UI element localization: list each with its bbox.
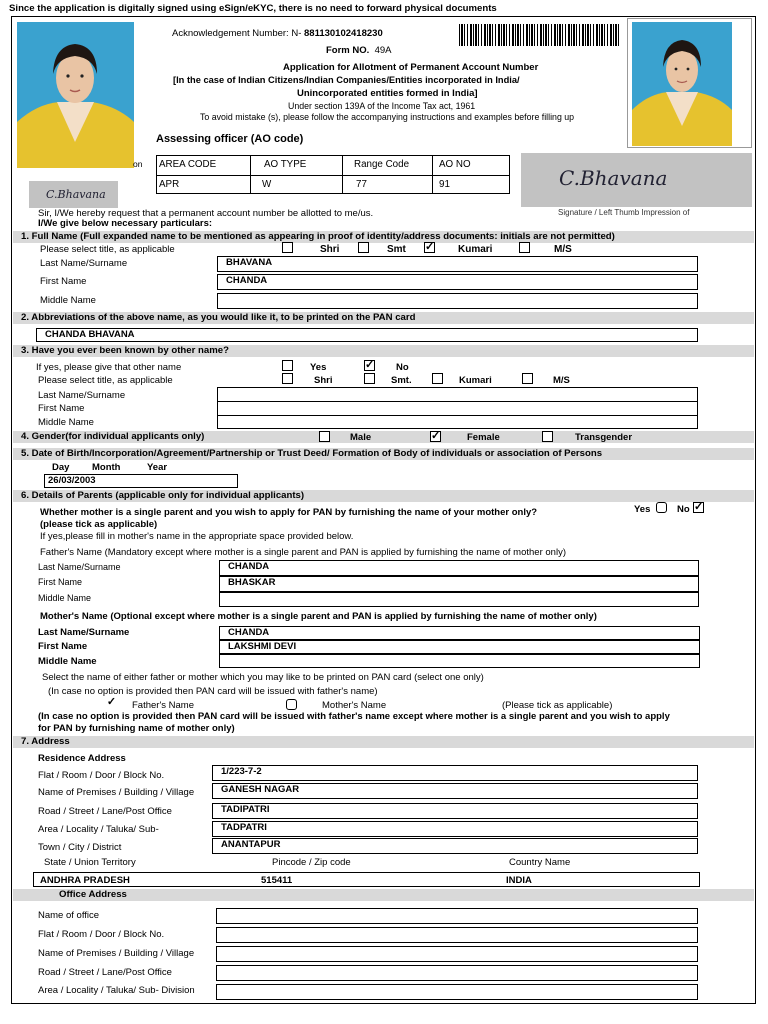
res-state-pin-country-row[interactable] (33, 872, 700, 887)
print-name-select: Select the name of either father or mother which you may like to be printed on PAN card (select one only) (42, 672, 484, 683)
single-parent-yes-label: Yes (634, 504, 651, 515)
form-no-row (326, 46, 391, 56)
signature-caption: Signature / Left Thumb Impression of (558, 208, 690, 217)
form-title: Application for Allotment of Permanent Account Number (283, 62, 539, 73)
form-no: 49A (374, 45, 392, 56)
form-title-line2: [In the case of Indian Citizens/Indian Companies/Entities incorporated in India/ (173, 75, 520, 85)
other-name-divider-1 (217, 401, 698, 402)
dob-year-label: Year (147, 462, 168, 473)
ao-col-area: AREA CODE (159, 159, 217, 170)
other-title-kumari: Kumari (459, 375, 492, 386)
ao-heading: Assessing officer (AO code) (156, 133, 304, 145)
other-yes-label: Yes (310, 362, 327, 373)
res-pin-label: Pincode / Zip code (272, 857, 351, 868)
checkbox-other-yes[interactable] (282, 360, 293, 371)
mother-heading: Mother's Name (Optional except where mother is a single parent and PAN is applied by furnishing the name of mother only) (40, 611, 597, 622)
other-name-divider-2 (217, 415, 698, 416)
checkbox-ms[interactable] (519, 242, 530, 253)
section-1-title: 1. Full Name (Full expanded name to be mentioned as appearing in proof of identity/address documents: initials are not permitted) (13, 231, 754, 243)
office-area-field[interactable] (216, 984, 698, 1000)
father-middle-label: Middle Name (38, 593, 92, 603)
office-premises-field[interactable] (216, 946, 698, 962)
ao-val-type: W (262, 179, 272, 190)
dob-month-label: Month (92, 462, 121, 473)
office-flat-label: Flat / Room / Door / Block No. (38, 929, 165, 940)
father-middle-field[interactable] (219, 592, 699, 607)
ao-col-2 (342, 155, 343, 194)
ack-label: Acknowledgement Number: N- (172, 28, 302, 39)
photo-frame (627, 18, 752, 148)
section-7-title: 7. Address (13, 736, 754, 748)
ao-val-area: APR (159, 179, 180, 190)
father-last-field[interactable]: CHANDA (219, 560, 699, 576)
signature-large: C.Bhavana (521, 153, 752, 207)
residence-heading: Residence Address (38, 753, 126, 764)
res-area-label: Area / Locality / Taluka/ Sub- (38, 824, 159, 835)
other-title-shri: Shri (314, 375, 333, 386)
res-country-label: Country Name (509, 857, 571, 868)
res-town-label: Town / City / District (38, 842, 122, 853)
father-name-option: Father's Name (132, 700, 195, 711)
tick-hint-2: (Please tick as applicable) (502, 700, 613, 711)
mother-middle-label: Middle Name (38, 656, 97, 667)
office-name-field[interactable] (216, 908, 698, 924)
mother-last-field[interactable]: CHANDA (219, 626, 700, 640)
section-3-title: 3. Have you ever been known by other name? (13, 345, 754, 357)
form-title-line4: Under section 139A of the Income Tax act, 1961 (288, 101, 476, 111)
applicant-photo-left (17, 22, 134, 168)
ao-divider (156, 175, 510, 176)
default-name-note-1: (In case no option is provided then PAN card will be issued with father's name except where mother is a single parent and you wish to apply (38, 711, 670, 722)
dob-day-label: Day (52, 462, 70, 473)
res-town-field[interactable]: ANANTAPUR (212, 838, 698, 854)
ao-val-range: 77 (356, 179, 367, 190)
tick-hint-1: (please tick as applicable) (40, 519, 158, 530)
res-premises-label: Name of Premises / Building / Village (38, 787, 195, 798)
checkbox-other-shri[interactable] (282, 373, 293, 384)
mother-first-field[interactable]: LAKSHMI DEVI (219, 640, 700, 654)
abbreviation-field[interactable]: CHANDA BHAVANA (36, 328, 698, 342)
gender-transgender: Transgender (575, 432, 633, 443)
dob-field[interactable]: 26/03/2003 (44, 474, 238, 488)
office-road-field[interactable] (216, 965, 698, 981)
checkbox-other-no[interactable]: ✓ (365, 359, 375, 371)
checkbox-transgender[interactable] (542, 431, 553, 442)
gender-male: Male (350, 432, 372, 443)
ao-col-range: Range Code (354, 159, 410, 170)
other-first-label: First Name (38, 403, 85, 414)
ack-number: 881130102418230 (304, 28, 383, 39)
checkbox-smt[interactable] (358, 242, 369, 253)
ack-row (172, 29, 383, 39)
res-state-field: ANDHRA PRADESH (40, 875, 130, 886)
office-heading: Office Address (13, 889, 754, 901)
checkbox-other-ms[interactable] (522, 373, 533, 384)
res-area-field[interactable]: TADPATRI (212, 821, 698, 837)
form-title-line3: Unincorporated entities formed in India] (297, 88, 478, 99)
title-shri: Shri (320, 244, 340, 255)
other-middle-label: Middle Name (38, 417, 94, 428)
checkbox-kumari[interactable]: ✓ (425, 241, 435, 253)
checkbox-other-smt[interactable] (364, 373, 375, 384)
res-pin-field: 515411 (261, 875, 293, 886)
ao-col-1 (250, 155, 251, 194)
father-first-field[interactable]: BHASKAR (219, 576, 699, 592)
single-parent-question: Whether mother is a single parent and you wish to apply for PAN by furnishing the name of your mother only? (40, 507, 538, 518)
request-line2: I/We give below necessary particulars: (38, 218, 213, 229)
title-ms: M/S (554, 244, 572, 255)
checkbox-single-parent-no[interactable]: ✓ (694, 501, 704, 513)
other-title-ms: M/S (553, 375, 570, 386)
office-area-label: Area / Locality / Taluka/ Sub- Division (38, 985, 195, 996)
section-5-title: 5. Date of Birth/Incorporation/Agreement/Partnership or Trust Deed/ Formation of Body of individuals or association of Persons (13, 448, 754, 460)
checkbox-father-name[interactable]: ✓ (106, 696, 117, 708)
ao-val-no: 91 (439, 179, 450, 190)
esign-notice: Since the application is digitally signed using eSign/eKYC, there is no need to forward physical documents (9, 3, 497, 14)
office-road-label: Road / Street / Lane/Post Office (38, 967, 172, 978)
signature-small: C.Bhavana (29, 181, 118, 208)
ao-col-no: AO NO (439, 159, 471, 170)
gender-female: Female (467, 432, 500, 443)
res-road-field[interactable]: TADIPATRI (212, 803, 698, 819)
checkbox-shri[interactable] (282, 242, 293, 253)
other-no-label: No (396, 362, 409, 373)
mother-middle-field[interactable] (219, 654, 700, 668)
other-title-prompt: Please select title, as applicable (38, 375, 173, 386)
middle-name-field[interactable] (217, 293, 698, 309)
other-name-prompt: If yes, please give that other name (36, 362, 182, 373)
ao-col-3 (432, 155, 433, 194)
res-flat-field[interactable]: 1/223-7-2 (212, 765, 698, 781)
first-name-label: First Name (40, 276, 87, 287)
res-premises-field[interactable]: GANESH NAGAR (212, 783, 698, 799)
barcode (459, 24, 619, 46)
other-last-label: Last Name/Surname (38, 390, 126, 401)
checkbox-other-kumari[interactable] (432, 373, 443, 384)
checkbox-mother-name[interactable] (286, 699, 297, 710)
mother-name-option: Mother's Name (322, 700, 387, 711)
single-parent-no-label: No (677, 504, 690, 515)
first-name-field[interactable]: CHANDA (217, 274, 698, 290)
other-title-smt: Smt. (391, 375, 412, 386)
title-prompt: Please select title, as applicable (40, 244, 175, 255)
section-6-title: 6. Details of Parents (applicable only for individual applicants) (13, 490, 754, 502)
father-heading: Father's Name (Mandatory except where mother is a single parent and PAN is applied by furnishing the name of mother only) (40, 547, 566, 558)
print-name-note: (In case no option is provided then PAN card will be issued with father's name) (48, 686, 378, 697)
ao-col-type: AO TYPE (264, 159, 307, 170)
other-name-fields[interactable] (217, 387, 698, 429)
checkbox-male[interactable] (319, 431, 330, 442)
default-name-note-2: for PAN by furnishing name of mother only) (38, 723, 235, 734)
res-road-label: Road / Street / Lane/Post Office (38, 806, 172, 817)
stray-text: on (133, 159, 143, 169)
res-state-label: State / Union Territory (44, 857, 136, 868)
office-premises-label: Name of Premises / Building / Village (38, 948, 195, 959)
mother-fill-instruction: If yes,please fill in mother's name in the appropriate space provided below. (40, 531, 354, 542)
title-smt: Smt (387, 244, 406, 255)
middle-name-label: Middle Name (40, 295, 96, 306)
section-4-title: 4. Gender(for individual applicants only) (13, 431, 754, 443)
form-label: Form NO. (326, 45, 370, 56)
last-name-label: Last Name/Surname (40, 258, 128, 269)
title-kumari: Kumari (458, 244, 493, 255)
office-name-label: Name of office (38, 910, 100, 921)
mother-first-label: First Name (38, 641, 88, 652)
res-country-field: INDIA (506, 875, 532, 886)
form-instructions: To avoid mistake (s), please follow the accompanying instructions and examples before filling up (200, 112, 575, 122)
section-2-title: 2. Abbreviations of the above name, as you would like it, to be printed on the PAN card (13, 312, 754, 324)
checkbox-single-parent-yes[interactable] (656, 502, 667, 513)
father-first-label: First Name (38, 577, 83, 587)
father-last-label: Last Name/Surname (38, 562, 121, 572)
last-name-field[interactable]: BHAVANA (217, 256, 698, 272)
office-flat-field[interactable] (216, 927, 698, 943)
mother-last-label: Last Name/Surname (38, 627, 130, 638)
request-line1: Sir, I/We hereby request that a permanent account number be allotted to me/us. (38, 208, 374, 219)
res-flat-label: Flat / Room / Door / Block No. (38, 770, 165, 781)
checkbox-female[interactable]: ✓ (431, 430, 441, 442)
